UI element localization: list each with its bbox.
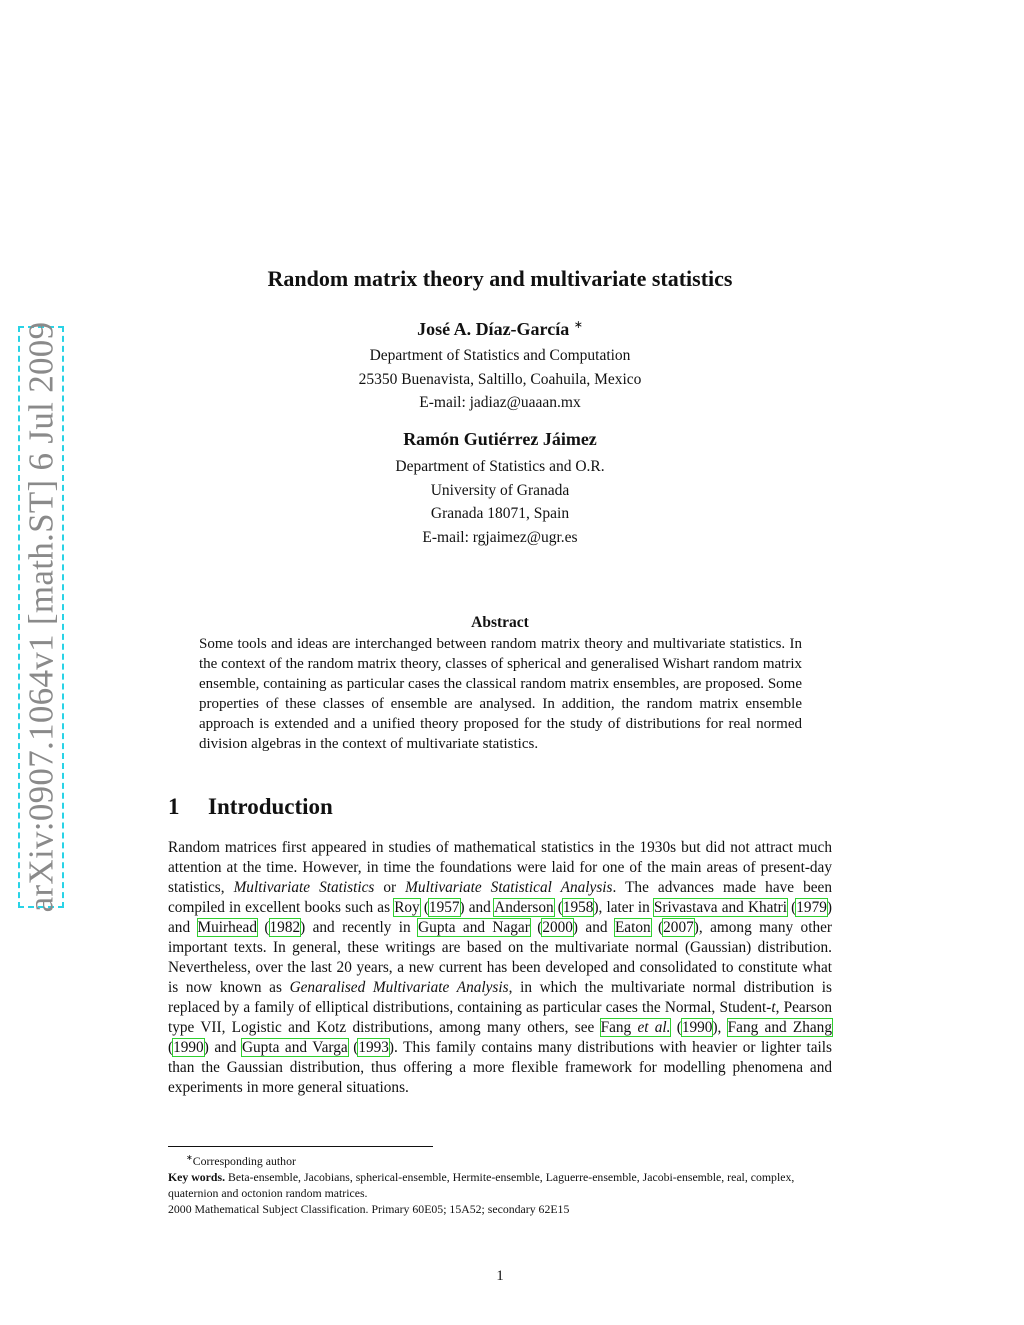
affiliation-line: Granada 18071, Spain xyxy=(430,505,570,522)
affiliation-line: Department of Statistics and O.R. xyxy=(395,458,605,475)
citation-roy-year[interactable]: 1957 xyxy=(428,899,460,916)
footnotes xyxy=(168,1150,832,1217)
introduction-paragraph: Random matrices first appeared in studies of mathematical statistics in the 1930s but did not attract much attention at the time. However, in time the foundations were laid for one of the main areas of present-day statistics, Multivariate Statistics or Multivariate Statistical Analysis. The advances made have been compiled in excellent books such as Roy (1957) and Anderson (1958), later in Srivastava and Khatri (1979) and Muirhead (1982) and recently in Gupta and Nagar (2000) and Eaton (2007), among many other important texts. In general, these writings are based on the multivariate normal (Gaussian) distribution. Nevertheless, over the last 20 years, a new current has been developed and consolidated to constitute what is now known as Genaralised Multivariate Analysis, in which the multivariate normal distribution is replaced by a family of elliptical distributions, containing as particular cases the Normal, Student-t, Pearson type VII, Logistic and Kotz distributions, among many others, see Fang et al. (1990), Fang and Zhang (1990) and Gupta and Varga (1993). This family contains many distributions with heavier or lighter tails than the Gaussian distribution, thus offering a more flexible framework for modelling phenomena and experiments in more general situations. xyxy=(168,839,832,1096)
citation-gupta-varga-year[interactable]: 1993 xyxy=(358,1039,389,1056)
citation-fang-et-al[interactable]: Fang et al. xyxy=(600,1019,671,1036)
footnote-rule xyxy=(168,1146,433,1147)
keywords-text: Beta-ensemble, Jacobians, spherical-ensemble, Hermite-ensemble, Laguerre-ensemble, Jacobi-ensemble, real, complex, quaternion and octonion random matrices. xyxy=(168,1169,795,1200)
citation-srivastava-khatri[interactable]: Srivastava and Khatri xyxy=(653,899,788,916)
emphasis-text: Multivariate Statistics xyxy=(233,879,375,896)
author-email: E-mail: rgjaimez@ugr.es xyxy=(422,528,578,546)
citation-roy[interactable]: Roy xyxy=(394,899,420,916)
abstract-heading: Abstract xyxy=(471,614,529,631)
author-2-name: Ramón Gutiérrez Jáimez xyxy=(403,429,597,449)
citation-eaton-year[interactable]: 2007 xyxy=(663,919,694,936)
page-number: 1 xyxy=(496,1268,504,1284)
corresponding-author-footnote: ∗Corresponding author xyxy=(186,1153,296,1168)
affiliation-line: 25350 Buenavista, Saltillo, Coahuila, Mexico xyxy=(358,370,642,388)
citation-srivastava-khatri-year[interactable]: 1979 xyxy=(796,899,827,916)
arxiv-identifier-text: arXiv:0907.1064v1 [math.ST] 6 Jul 2009 xyxy=(21,321,61,913)
keywords-footnote xyxy=(168,1169,832,1201)
msc-classification: 2000 Mathematical Subject Classification. Primary 60E05; 15A52; secondary 62E15 xyxy=(168,1201,570,1216)
affiliation-line: Department of Statistics and Computation xyxy=(369,347,631,364)
paper-title: Random matrix theory and multivariate statistics xyxy=(267,266,733,291)
citation-anderson-year[interactable]: 1958 xyxy=(562,899,594,916)
author-1-affiliation xyxy=(0,344,1000,415)
citation-anderson[interactable]: Anderson xyxy=(494,899,554,916)
section-heading xyxy=(168,794,333,820)
citation-fang-zhang[interactable]: Fang and Zhang xyxy=(727,1019,832,1036)
author-2-affiliation xyxy=(0,455,1000,549)
affiliation-line: University of Granada xyxy=(430,481,570,499)
citation-fang-zhang-year[interactable]: 1990 xyxy=(173,1039,204,1056)
author-name xyxy=(0,429,1000,450)
author-email: E-mail: jadiaz@uaaan.mx xyxy=(419,394,581,411)
emphasis-text: Multivariate Statistical Analysis xyxy=(405,879,613,896)
author-name xyxy=(0,318,1000,340)
emphasis-text: t xyxy=(771,999,776,1016)
citation-gupta-nagar[interactable]: Gupta and Nagar xyxy=(418,919,530,936)
abstract-text: Some tools and ideas are interchanged between random matrix theory and multivariate statistics. In the context of the random matrix theory, classes of spherical and generalised Wishart random matrix ensemble, containing as particular cases the classical random matrix ensembles, are proposed. Some properties of these classes of ensemble are analysed. In addition, the random matrix ensemble approach is extended and a unified theory proposed for the study of distributions for real normed division algebras in the context of multivariate statistics. xyxy=(199,636,802,752)
citation-muirhead[interactable]: Muirhead xyxy=(197,919,257,936)
citation-fang-et-al-year[interactable]: 1990 xyxy=(681,1019,713,1036)
section-title: Introduction xyxy=(208,794,333,819)
citation-gupta-nagar-year[interactable]: 2000 xyxy=(542,919,573,936)
section-number: 1 xyxy=(168,794,180,819)
keywords-label: Key words. xyxy=(168,1169,226,1184)
author-1-name: José A. Díaz-García xyxy=(417,319,570,339)
citation-muirhead-year[interactable]: 1982 xyxy=(269,919,301,936)
emphasis-text: Genaralised Multivariate Analysis xyxy=(289,979,509,996)
citation-gupta-varga[interactable]: Gupta and Varga xyxy=(241,1039,348,1056)
citation-eaton[interactable]: Eaton xyxy=(614,919,651,936)
corresponding-author-mark: ∗ xyxy=(573,319,583,331)
